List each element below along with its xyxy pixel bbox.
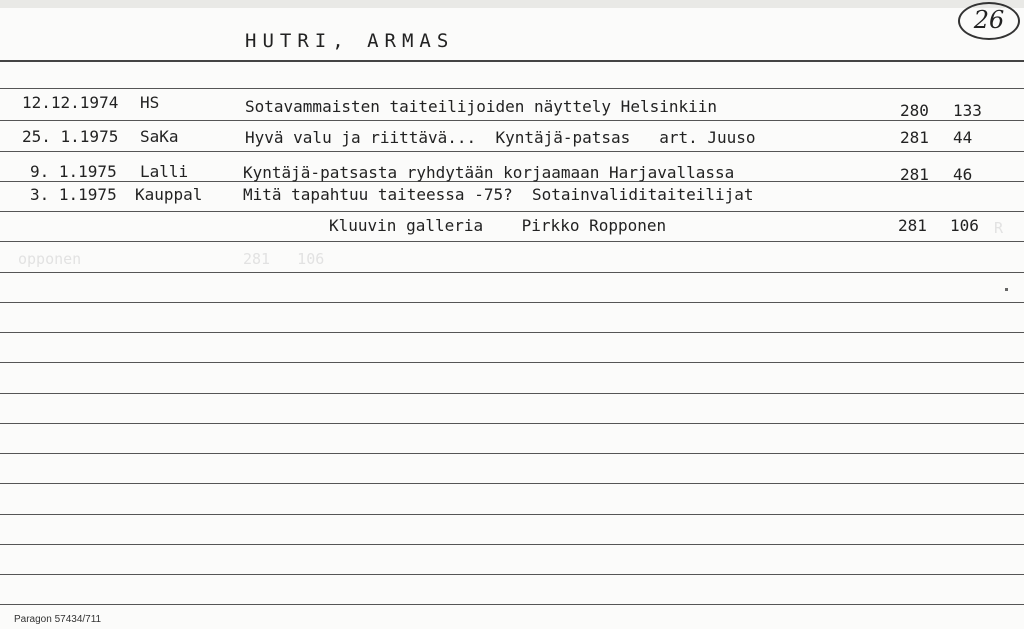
rule-line — [0, 453, 1024, 454]
rule-line — [0, 151, 1024, 152]
rule-line — [0, 272, 1024, 273]
rule-line — [0, 88, 1024, 89]
entry-item: 44 — [953, 128, 973, 147]
entry-page: 281 — [900, 165, 929, 184]
entry-source: SaKa — [140, 127, 179, 146]
entry-item: 106 — [950, 216, 979, 235]
entry-page: 281 — [898, 216, 927, 235]
entry-date: 9. 1.1975 — [30, 162, 117, 181]
entry-item: 133 — [953, 101, 982, 120]
entry-description: Kyntäjä-patsasta ryhdytään korjaamaan Harjavallassa — [243, 163, 735, 182]
rule-line — [0, 544, 1024, 545]
rule-line — [0, 302, 1024, 303]
rule-line — [0, 574, 1024, 575]
ghost-text: 281 106 — [243, 250, 325, 268]
rule-line — [0, 241, 1024, 242]
entry-date: 3. 1.1975 — [30, 185, 117, 204]
rule-line — [0, 393, 1024, 394]
footer-imprint: Paragon 57434/711 — [14, 614, 102, 625]
entry-page: 280 — [900, 101, 929, 120]
card-title: HUTRI, ARMAS — [245, 30, 455, 52]
entry-description: Kluuvin galleria Pirkko Ropponen — [329, 216, 667, 235]
entry-page: 281 — [900, 128, 929, 147]
rule-line — [0, 120, 1024, 121]
entry-item: 46 — [953, 165, 973, 184]
rule-line — [0, 211, 1024, 212]
rule-line — [0, 423, 1024, 424]
rule-line — [0, 362, 1024, 363]
rule-line — [0, 332, 1024, 333]
rule-line — [0, 60, 1024, 62]
ink-speck — [1005, 288, 1008, 291]
entry-date: 25. 1.1975 — [22, 127, 119, 146]
rule-line — [0, 604, 1024, 605]
entry-description: Mitä tapahtuu taiteessa -75? Sotainvaliditaiteilijat — [243, 185, 754, 204]
ghost-text: opponen — [18, 250, 82, 268]
entry-source: HS — [140, 93, 160, 112]
card-top-edge — [0, 0, 1024, 8]
rule-line — [0, 483, 1024, 484]
card-number: 26 — [958, 2, 1020, 40]
entry-source: Lalli — [140, 162, 189, 181]
entry-date: 12.12.1974 — [22, 93, 119, 112]
rule-line — [0, 514, 1024, 515]
entry-description: Hyvä valu ja riittävä... Kyntäjä-patsas art. Juuso — [245, 128, 756, 147]
ghost-text: R — [994, 219, 1004, 237]
entry-description: Sotavammaisten taiteilijoiden näyttely Helsinkiin — [245, 97, 718, 116]
entry-source: Kauppal — [135, 185, 203, 204]
